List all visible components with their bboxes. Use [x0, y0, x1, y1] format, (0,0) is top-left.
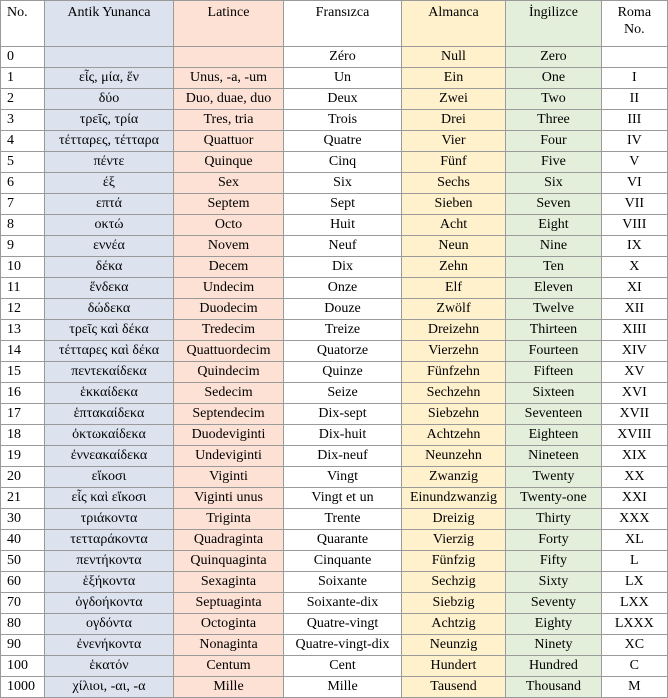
cell-english: Three	[506, 110, 601, 131]
cell-number: 20	[1, 467, 45, 488]
cell-number: 90	[1, 635, 45, 656]
cell-latin: Nonaginta	[173, 635, 283, 656]
cell-latin: Quinque	[173, 152, 283, 173]
cell-latin: Duo, duae, duo	[173, 89, 283, 110]
cell-latin: Triginta	[173, 509, 283, 530]
cell-number: 60	[1, 572, 45, 593]
cell-english: Zero	[506, 47, 601, 68]
cell-ancient-greek: δύο	[45, 89, 174, 110]
header-french: Fransızca	[284, 1, 402, 47]
table-row	[1, 236, 668, 257]
cell-roman-numeral: VI	[601, 173, 667, 194]
cell-roman-numeral: XL	[601, 530, 667, 551]
cell-ancient-greek: ἐνενήκοντα	[45, 635, 174, 656]
cell-roman-numeral: II	[601, 89, 667, 110]
cell-roman-numeral: XI	[601, 278, 667, 299]
cell-german: Sechs	[401, 173, 505, 194]
cell-german: Vierzehn	[401, 341, 505, 362]
cell-roman-numeral: X	[601, 257, 667, 278]
cell-english: Sixteen	[506, 383, 601, 404]
cell-roman-numeral: XX	[601, 467, 667, 488]
cell-number: 10	[1, 257, 45, 278]
table-row	[1, 47, 668, 68]
cell-german: Sieben	[401, 194, 505, 215]
cell-french: Dix	[284, 257, 402, 278]
cell-french: Quatre-vingt	[284, 614, 402, 635]
cell-german: Elf	[401, 278, 505, 299]
cell-ancient-greek: εἷς, μία, ἕν	[45, 68, 174, 89]
table-row	[1, 341, 668, 362]
cell-roman-numeral: VII	[601, 194, 667, 215]
cell-ancient-greek: επτά	[45, 194, 174, 215]
cell-english: Twelve	[506, 299, 601, 320]
cell-english: Thirteen	[506, 320, 601, 341]
table-row	[1, 173, 668, 194]
cell-german: Neun	[401, 236, 505, 257]
cell-roman-numeral: III	[601, 110, 667, 131]
cell-roman-numeral	[601, 47, 667, 68]
cell-latin: Septem	[173, 194, 283, 215]
cell-french: Quatre	[284, 131, 402, 152]
cell-latin: Sex	[173, 173, 283, 194]
cell-number: 21	[1, 488, 45, 509]
cell-french: Six	[284, 173, 402, 194]
cell-english: Seventy	[506, 593, 601, 614]
cell-number: 4	[1, 131, 45, 152]
cell-french: Douze	[284, 299, 402, 320]
table-row	[1, 299, 668, 320]
cell-roman-numeral: LX	[601, 572, 667, 593]
cell-english: Seven	[506, 194, 601, 215]
cell-french: Seize	[284, 383, 402, 404]
cell-german: Fünfzehn	[401, 362, 505, 383]
cell-latin: Tres, tria	[173, 110, 283, 131]
cell-roman-numeral: XII	[601, 299, 667, 320]
cell-latin: Quadraginta	[173, 530, 283, 551]
cell-ancient-greek: ὀκτωκαίδεκα	[45, 425, 174, 446]
cell-ancient-greek: δώδεκα	[45, 299, 174, 320]
cell-german: Drei	[401, 110, 505, 131]
cell-number: 14	[1, 341, 45, 362]
cell-number: 16	[1, 383, 45, 404]
cell-ancient-greek: τέτταρες, τέτταρα	[45, 131, 174, 152]
cell-french: Onze	[284, 278, 402, 299]
cell-latin: Centum	[173, 656, 283, 677]
cell-german: Dreizig	[401, 509, 505, 530]
cell-german: Achtzehn	[401, 425, 505, 446]
cell-number: 15	[1, 362, 45, 383]
table-row	[1, 404, 668, 425]
cell-english: Fourteen	[506, 341, 601, 362]
table-row	[1, 656, 668, 677]
cell-ancient-greek: ἑκατόν	[45, 656, 174, 677]
cell-german: Neunzig	[401, 635, 505, 656]
cell-roman-numeral: XXI	[601, 488, 667, 509]
cell-english: Twenty	[506, 467, 601, 488]
cell-french: Cinquante	[284, 551, 402, 572]
cell-roman-numeral: XIV	[601, 341, 667, 362]
cell-ancient-greek: εἷς καὶ εἴκοσι	[45, 488, 174, 509]
cell-french: Dix-neuf	[284, 446, 402, 467]
cell-french: Treize	[284, 320, 402, 341]
table-row	[1, 194, 668, 215]
cell-english: One	[506, 68, 601, 89]
cell-roman-numeral: XV	[601, 362, 667, 383]
header-roman-line2: No.	[624, 22, 645, 37]
cell-french: Huit	[284, 215, 402, 236]
cell-ancient-greek: τρεῖς, τρία	[45, 110, 174, 131]
table-row	[1, 89, 668, 110]
cell-number: 7	[1, 194, 45, 215]
cell-latin: Undeviginti	[173, 446, 283, 467]
cell-german: Null	[401, 47, 505, 68]
header-no: No.	[1, 1, 45, 47]
cell-roman-numeral: IX	[601, 236, 667, 257]
header-ancient-greek: Antik Yunanca	[45, 1, 174, 47]
cell-number: 80	[1, 614, 45, 635]
cell-french: Cinq	[284, 152, 402, 173]
cell-number: 6	[1, 173, 45, 194]
cell-latin	[173, 47, 283, 68]
cell-number: 30	[1, 509, 45, 530]
cell-ancient-greek: έξ	[45, 173, 174, 194]
cell-latin: Sexaginta	[173, 572, 283, 593]
cell-number: 12	[1, 299, 45, 320]
cell-english: Nine	[506, 236, 601, 257]
cell-roman-numeral: LXXX	[601, 614, 667, 635]
cell-ancient-greek: ἑπτακαίδεκα	[45, 404, 174, 425]
cell-french: Zéro	[284, 47, 402, 68]
cell-latin: Quattuor	[173, 131, 283, 152]
cell-french: Sept	[284, 194, 402, 215]
table-row	[1, 257, 668, 278]
cell-roman-numeral: XC	[601, 635, 667, 656]
cell-french: Quarante	[284, 530, 402, 551]
cell-english: Ten	[506, 257, 601, 278]
table-row	[1, 131, 668, 152]
cell-german: Sechzehn	[401, 383, 505, 404]
header-latin: Latince	[173, 1, 283, 47]
cell-roman-numeral: V	[601, 152, 667, 173]
cell-latin: Quinquaginta	[173, 551, 283, 572]
table-row	[1, 488, 668, 509]
cell-french: Neuf	[284, 236, 402, 257]
table-row	[1, 278, 668, 299]
cell-german: Zwei	[401, 89, 505, 110]
cell-ancient-greek: τετταράκοντα	[45, 530, 174, 551]
cell-german: Zehn	[401, 257, 505, 278]
table-row	[1, 68, 668, 89]
table-row	[1, 593, 668, 614]
table-row	[1, 614, 668, 635]
table-row	[1, 362, 668, 383]
cell-english: Thousand	[506, 677, 601, 698]
cell-number: 70	[1, 593, 45, 614]
cell-latin: Tredecim	[173, 320, 283, 341]
cell-english: Hundred	[506, 656, 601, 677]
cell-french: Mille	[284, 677, 402, 698]
header-roman-line1: Roma	[617, 5, 652, 20]
cell-french: Deux	[284, 89, 402, 110]
cell-number: 0	[1, 47, 45, 68]
cell-english: Eighteen	[506, 425, 601, 446]
cell-ancient-greek: τέτταρες καὶ δέκα	[45, 341, 174, 362]
table-row	[1, 530, 668, 551]
cell-number: 1000	[1, 677, 45, 698]
cell-latin: Septuaginta	[173, 593, 283, 614]
cell-roman-numeral: L	[601, 551, 667, 572]
cell-english: Six	[506, 173, 601, 194]
cell-roman-numeral: XXX	[601, 509, 667, 530]
cell-latin: Quattuordecim	[173, 341, 283, 362]
cell-german: Siebzig	[401, 593, 505, 614]
cell-latin: Duodecim	[173, 299, 283, 320]
cell-roman-numeral: XVIII	[601, 425, 667, 446]
table-row	[1, 677, 668, 698]
cell-number: 100	[1, 656, 45, 677]
cell-german: Neunzehn	[401, 446, 505, 467]
cell-german: Tausend	[401, 677, 505, 698]
cell-roman-numeral: M	[601, 677, 667, 698]
cell-english: Eight	[506, 215, 601, 236]
cell-ancient-greek: δέκα	[45, 257, 174, 278]
cell-french: Trois	[284, 110, 402, 131]
cell-ancient-greek: ἑξήκοντα	[45, 572, 174, 593]
cell-latin: Septendecim	[173, 404, 283, 425]
cell-number: 1	[1, 68, 45, 89]
cell-french: Un	[284, 68, 402, 89]
cell-roman-numeral: IV	[601, 131, 667, 152]
table-row	[1, 551, 668, 572]
cell-ancient-greek: ἑκκαίδεκα	[45, 383, 174, 404]
cell-german: Vierzig	[401, 530, 505, 551]
cell-german: Acht	[401, 215, 505, 236]
cell-french: Vingt	[284, 467, 402, 488]
cell-french: Dix-sept	[284, 404, 402, 425]
cell-latin: Duodeviginti	[173, 425, 283, 446]
cell-german: Fünfzig	[401, 551, 505, 572]
cell-latin: Decem	[173, 257, 283, 278]
table-row	[1, 509, 668, 530]
cell-french: Dix-huit	[284, 425, 402, 446]
cell-roman-numeral: XIX	[601, 446, 667, 467]
table-row	[1, 446, 668, 467]
cell-english: Two	[506, 89, 601, 110]
cell-number: 2	[1, 89, 45, 110]
cell-english: Eighty	[506, 614, 601, 635]
cell-number: 50	[1, 551, 45, 572]
cell-german: Vier	[401, 131, 505, 152]
cell-roman-numeral: XVII	[601, 404, 667, 425]
header-row	[1, 1, 668, 47]
cell-roman-numeral: XVI	[601, 383, 667, 404]
cell-ancient-greek: ἕνδεκα	[45, 278, 174, 299]
table-row	[1, 635, 668, 656]
table-row	[1, 425, 668, 446]
cell-german: Sechzig	[401, 572, 505, 593]
table-body	[1, 47, 668, 698]
cell-english: Fifty	[506, 551, 601, 572]
cell-english: Four	[506, 131, 601, 152]
cell-english: Seventeen	[506, 404, 601, 425]
cell-ancient-greek: οκτώ	[45, 215, 174, 236]
cell-latin: Quindecim	[173, 362, 283, 383]
cell-french: Soixante	[284, 572, 402, 593]
cell-number: 5	[1, 152, 45, 173]
cell-english: Fifteen	[506, 362, 601, 383]
cell-number: 17	[1, 404, 45, 425]
table-row	[1, 383, 668, 404]
cell-number: 8	[1, 215, 45, 236]
cell-ancient-greek: εἴκοσι	[45, 467, 174, 488]
cell-roman-numeral: I	[601, 68, 667, 89]
cell-english: Eleven	[506, 278, 601, 299]
cell-roman-numeral: C	[601, 656, 667, 677]
cell-latin: Undecim	[173, 278, 283, 299]
table-row	[1, 110, 668, 131]
cell-ancient-greek	[45, 47, 174, 68]
cell-latin: Octo	[173, 215, 283, 236]
cell-number: 13	[1, 320, 45, 341]
cell-ancient-greek: ὀγδοήκοντα	[45, 593, 174, 614]
cell-roman-numeral: XIII	[601, 320, 667, 341]
cell-french: Quatorze	[284, 341, 402, 362]
cell-ancient-greek: εννέα	[45, 236, 174, 257]
cell-french: Quatre-vingt-dix	[284, 635, 402, 656]
cell-german: Zwölf	[401, 299, 505, 320]
cell-english: Thirty	[506, 509, 601, 530]
cell-number: 18	[1, 425, 45, 446]
cell-english: Five	[506, 152, 601, 173]
cell-french: Trente	[284, 509, 402, 530]
cell-french: Quinze	[284, 362, 402, 383]
cell-english: Nineteen	[506, 446, 601, 467]
cell-german: Siebzehn	[401, 404, 505, 425]
cell-french: Vingt et un	[284, 488, 402, 509]
cell-latin: Novem	[173, 236, 283, 257]
cell-number: 11	[1, 278, 45, 299]
cell-german: Achtzig	[401, 614, 505, 635]
cell-latin: Mille	[173, 677, 283, 698]
cell-latin: Octoginta	[173, 614, 283, 635]
header-roman-numeral	[601, 1, 667, 47]
cell-roman-numeral: LXX	[601, 593, 667, 614]
table-row	[1, 152, 668, 173]
cell-german: Hundert	[401, 656, 505, 677]
cell-english: Ninety	[506, 635, 601, 656]
cell-ancient-greek: πεντεκαίδεκα	[45, 362, 174, 383]
cell-latin: Unus, -a, -um	[173, 68, 283, 89]
cell-german: Einundzwanzig	[401, 488, 505, 509]
table-row	[1, 320, 668, 341]
cell-number: 40	[1, 530, 45, 551]
cell-english: Twenty-one	[506, 488, 601, 509]
cell-ancient-greek: πέντε	[45, 152, 174, 173]
cell-german: Dreizehn	[401, 320, 505, 341]
table-row	[1, 215, 668, 236]
cell-english: Sixty	[506, 572, 601, 593]
cell-latin: Viginti	[173, 467, 283, 488]
cell-english: Forty	[506, 530, 601, 551]
table-row	[1, 467, 668, 488]
cell-ancient-greek: τρεῖς καὶ δέκα	[45, 320, 174, 341]
cell-ancient-greek: χίλιοι, -αι, -α	[45, 677, 174, 698]
cell-latin: Viginti unus	[173, 488, 283, 509]
table-row	[1, 572, 668, 593]
cell-french: Soixante-dix	[284, 593, 402, 614]
cell-german: Zwanzig	[401, 467, 505, 488]
cell-number: 3	[1, 110, 45, 131]
cell-french: Cent	[284, 656, 402, 677]
cell-ancient-greek: τριάκοντα	[45, 509, 174, 530]
cell-number: 19	[1, 446, 45, 467]
cell-german: Ein	[401, 68, 505, 89]
cell-number: 9	[1, 236, 45, 257]
header-english: İngilizce	[506, 1, 601, 47]
cell-ancient-greek: πεντήκοντα	[45, 551, 174, 572]
cell-ancient-greek: ἐννεακαίδεκα	[45, 446, 174, 467]
cell-roman-numeral: VIII	[601, 215, 667, 236]
cell-ancient-greek: ογδόντα	[45, 614, 174, 635]
cell-german: Fünf	[401, 152, 505, 173]
header-german: Almanca	[401, 1, 505, 47]
cell-latin: Sedecim	[173, 383, 283, 404]
